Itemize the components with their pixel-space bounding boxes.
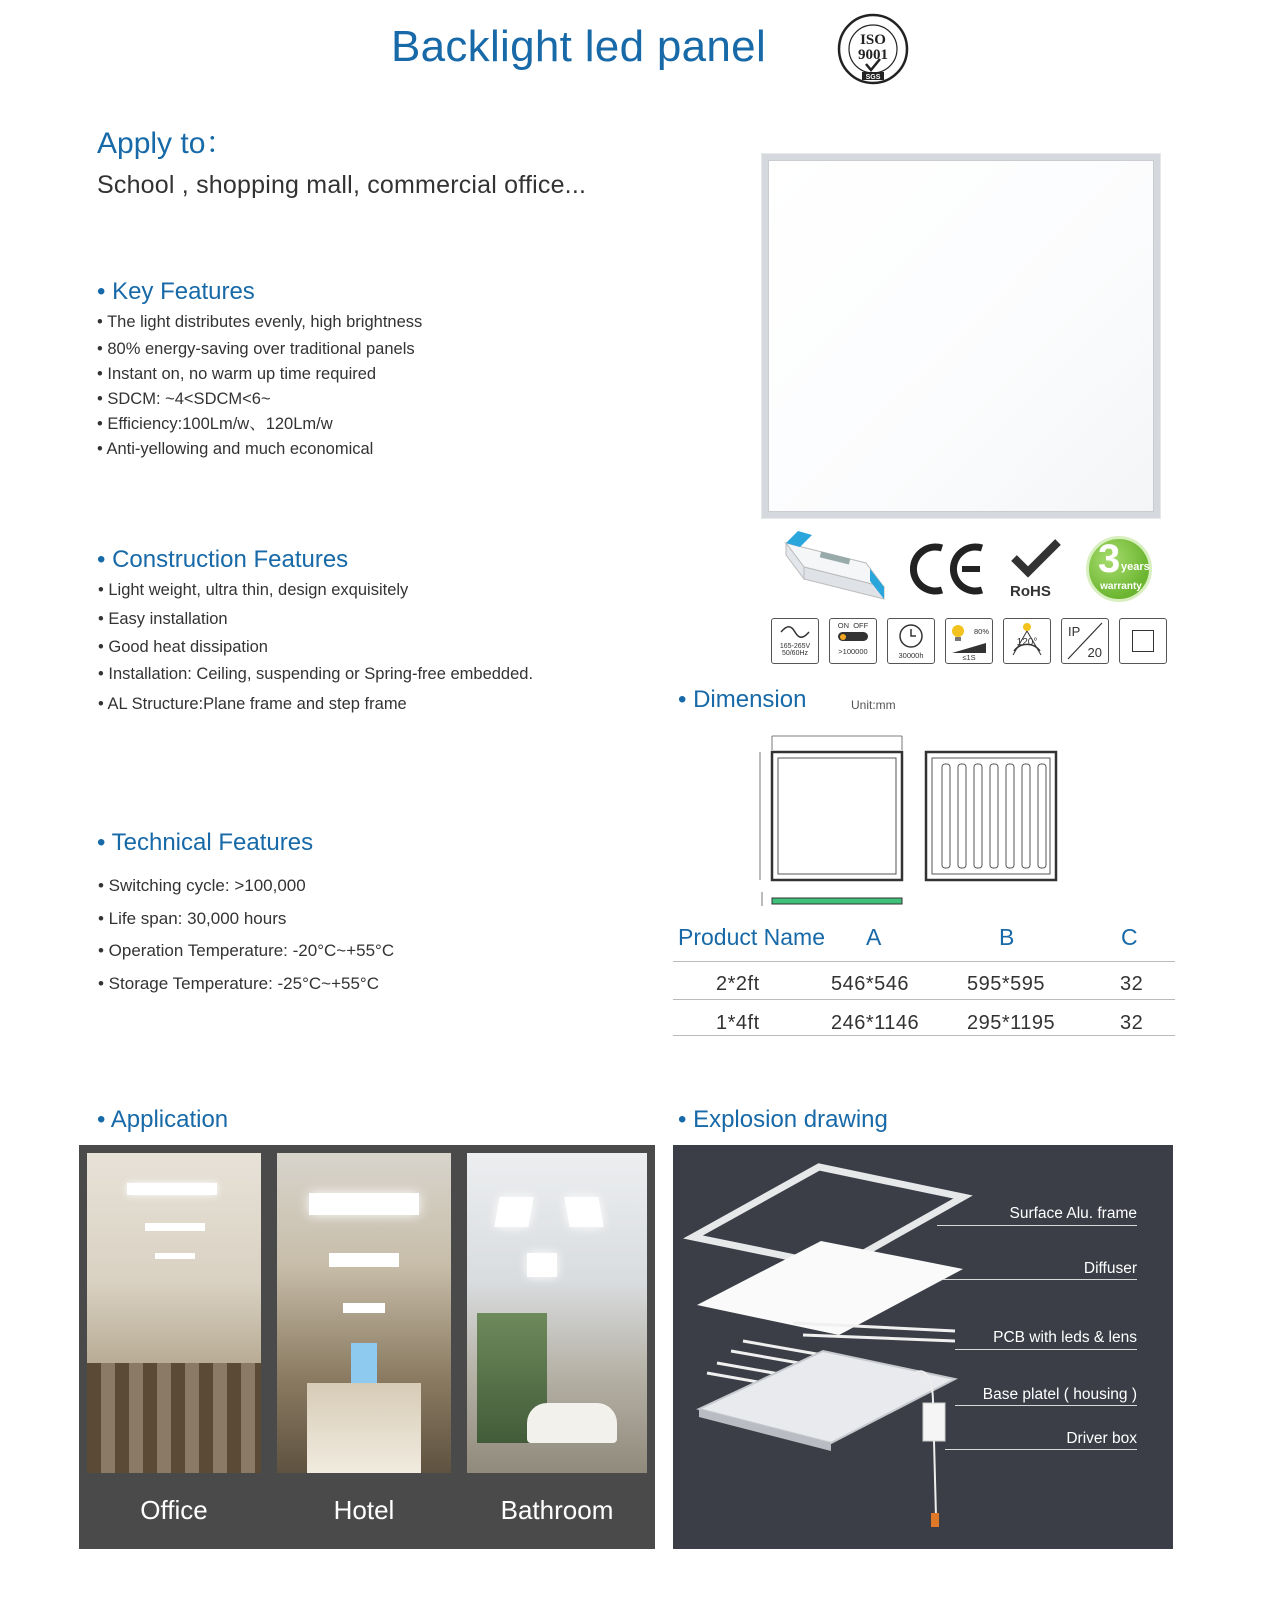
key-feature-item: • 80% energy-saving over traditional panels (97, 340, 415, 358)
technical-feature-item: • Life span: 30,000 hours (98, 909, 287, 928)
driver-box-icon (780, 525, 892, 605)
application-photos (79, 1145, 655, 1549)
svg-text:9001: 9001 (858, 47, 888, 63)
key-feature-item: • SDCM: ~4<SDCM<6~ (97, 390, 271, 408)
technical-feature-item: • Operation Temperature: -20°C~+55°C (98, 941, 395, 960)
key-feature-item: • Anti-yellowing and much economical (97, 440, 374, 458)
rohs-check-icon (1010, 538, 1062, 580)
office-photo (87, 1153, 261, 1473)
switch-cycle-count: >100000 (838, 647, 868, 656)
warranty-word: warranty (1100, 581, 1142, 592)
key-feature-item: • Instant on, no warm up time required (97, 365, 377, 383)
explosion-leader-line (955, 1349, 1137, 1350)
explosion-leader-line (955, 1405, 1137, 1406)
dimension-drawing (752, 730, 1072, 910)
voltage-icon (771, 618, 819, 664)
warranty-number: 3 (1098, 537, 1121, 581)
bathroom-photo (467, 1153, 647, 1473)
explosion-label-pcb: PCB with leds & lens (993, 1329, 1137, 1346)
technical-feature-item: • Storage Temperature: -25°C~+55°C (98, 974, 379, 993)
table-cell: 1*4ft (716, 1012, 760, 1034)
technical-feature-item: • Switching cycle: >100,000 (98, 876, 306, 895)
table-divider (673, 999, 1175, 1000)
table-cell: 32 (1120, 1012, 1144, 1034)
rohs-label: RoHS (1010, 583, 1051, 600)
ip-value: 20 (1087, 645, 1102, 660)
instant-dim-icon (945, 618, 993, 664)
explosion-label-diffuser: Diffuser (1083, 1260, 1137, 1277)
construction-feature-item: • Easy installation (98, 610, 228, 628)
construction-feature-item: • Good heat dissipation (98, 638, 268, 656)
switch-cycle-icon (829, 618, 877, 664)
dim-percent: 80% (973, 627, 989, 636)
svg-text:ISO: ISO (860, 32, 886, 48)
construction-feature-item: • Installation: Ceiling, suspending or Spring-free embedded. (98, 665, 534, 683)
dimension-heading: • Dimension (678, 686, 807, 713)
key-feature-item: • Efficiency:100Lm/w、120Lm/w (97, 415, 333, 433)
ip-rating-icon (1061, 618, 1109, 664)
explosion-label-frame: Surface Alu. frame (1009, 1205, 1137, 1222)
beam-angle-icon (1003, 618, 1051, 664)
explosion-leader-line (937, 1225, 1137, 1226)
svg-text:SGS: SGS (865, 74, 881, 81)
dimension-unit: Unit:mm (851, 698, 896, 712)
apply-text: School , shopping mall, commercial office... (97, 171, 587, 199)
explosion-label-driver: Driver box (1066, 1430, 1137, 1447)
key-features-heading: • Key Features (97, 278, 255, 305)
hotel-photo (277, 1153, 451, 1473)
application-label-office: Office (140, 1495, 208, 1525)
technical-features-heading: • Technical Features (97, 829, 314, 856)
explosion-leader-line (945, 1449, 1137, 1450)
switch-off-label: OFF (853, 621, 869, 630)
table-header-product-name: Product Name (678, 924, 826, 950)
table-header-b: B (999, 924, 1015, 950)
lifespan-clock-icon (887, 618, 935, 664)
class-insulation-icon (1119, 618, 1167, 664)
warranty-badge (1086, 536, 1152, 602)
explosion-leader-line (943, 1279, 1137, 1280)
construction-features-heading: • Construction Features (97, 546, 349, 573)
table-cell: 246*1146 (831, 1012, 920, 1034)
application-label-bathroom: Bathroom (500, 1495, 614, 1525)
explosion-label-base: Base platel ( housing ) (982, 1386, 1137, 1403)
dim-time: ≤1S (962, 653, 976, 662)
beam-angle-value: 120° (1016, 637, 1038, 648)
table-divider (673, 961, 1175, 962)
ce-mark-icon (910, 540, 986, 598)
apply-heading: Apply to： (97, 127, 236, 160)
warranty-years: years (1121, 561, 1150, 573)
application-label-hotel: Hotel (333, 1495, 395, 1525)
page-title: Backlight led panel (390, 22, 767, 71)
voltage-range: 165-265V (779, 643, 811, 650)
switch-on-label: ON (837, 621, 850, 630)
table-cell: 295*1195 (967, 1012, 1056, 1034)
explosion-heading: • Explosion drawing (678, 1106, 888, 1133)
iso-9001-logo (836, 12, 910, 86)
table-cell: 2*2ft (716, 973, 760, 995)
table-cell: 546*546 (831, 973, 910, 995)
construction-feature-item: • AL Structure:Plane frame and step frame (98, 695, 407, 713)
led-panel-product-image (762, 154, 1160, 518)
table-header-c: C (1121, 924, 1138, 950)
ip-label: IP (1068, 624, 1081, 639)
explosion-drawing (673, 1145, 1173, 1549)
voltage-frequency: 50/60Hz (781, 650, 809, 657)
application-heading: • Application (97, 1106, 229, 1133)
lifespan-hours: 30000h (898, 651, 924, 660)
key-feature-item: • The light distributes evenly, high brightness (97, 313, 423, 331)
table-cell: 32 (1120, 973, 1144, 995)
table-divider (673, 1035, 1175, 1036)
table-header-a: A (866, 924, 882, 950)
construction-feature-item: • Light weight, ultra thin, design exquisitely (98, 581, 409, 599)
table-cell: 595*595 (967, 973, 1046, 995)
